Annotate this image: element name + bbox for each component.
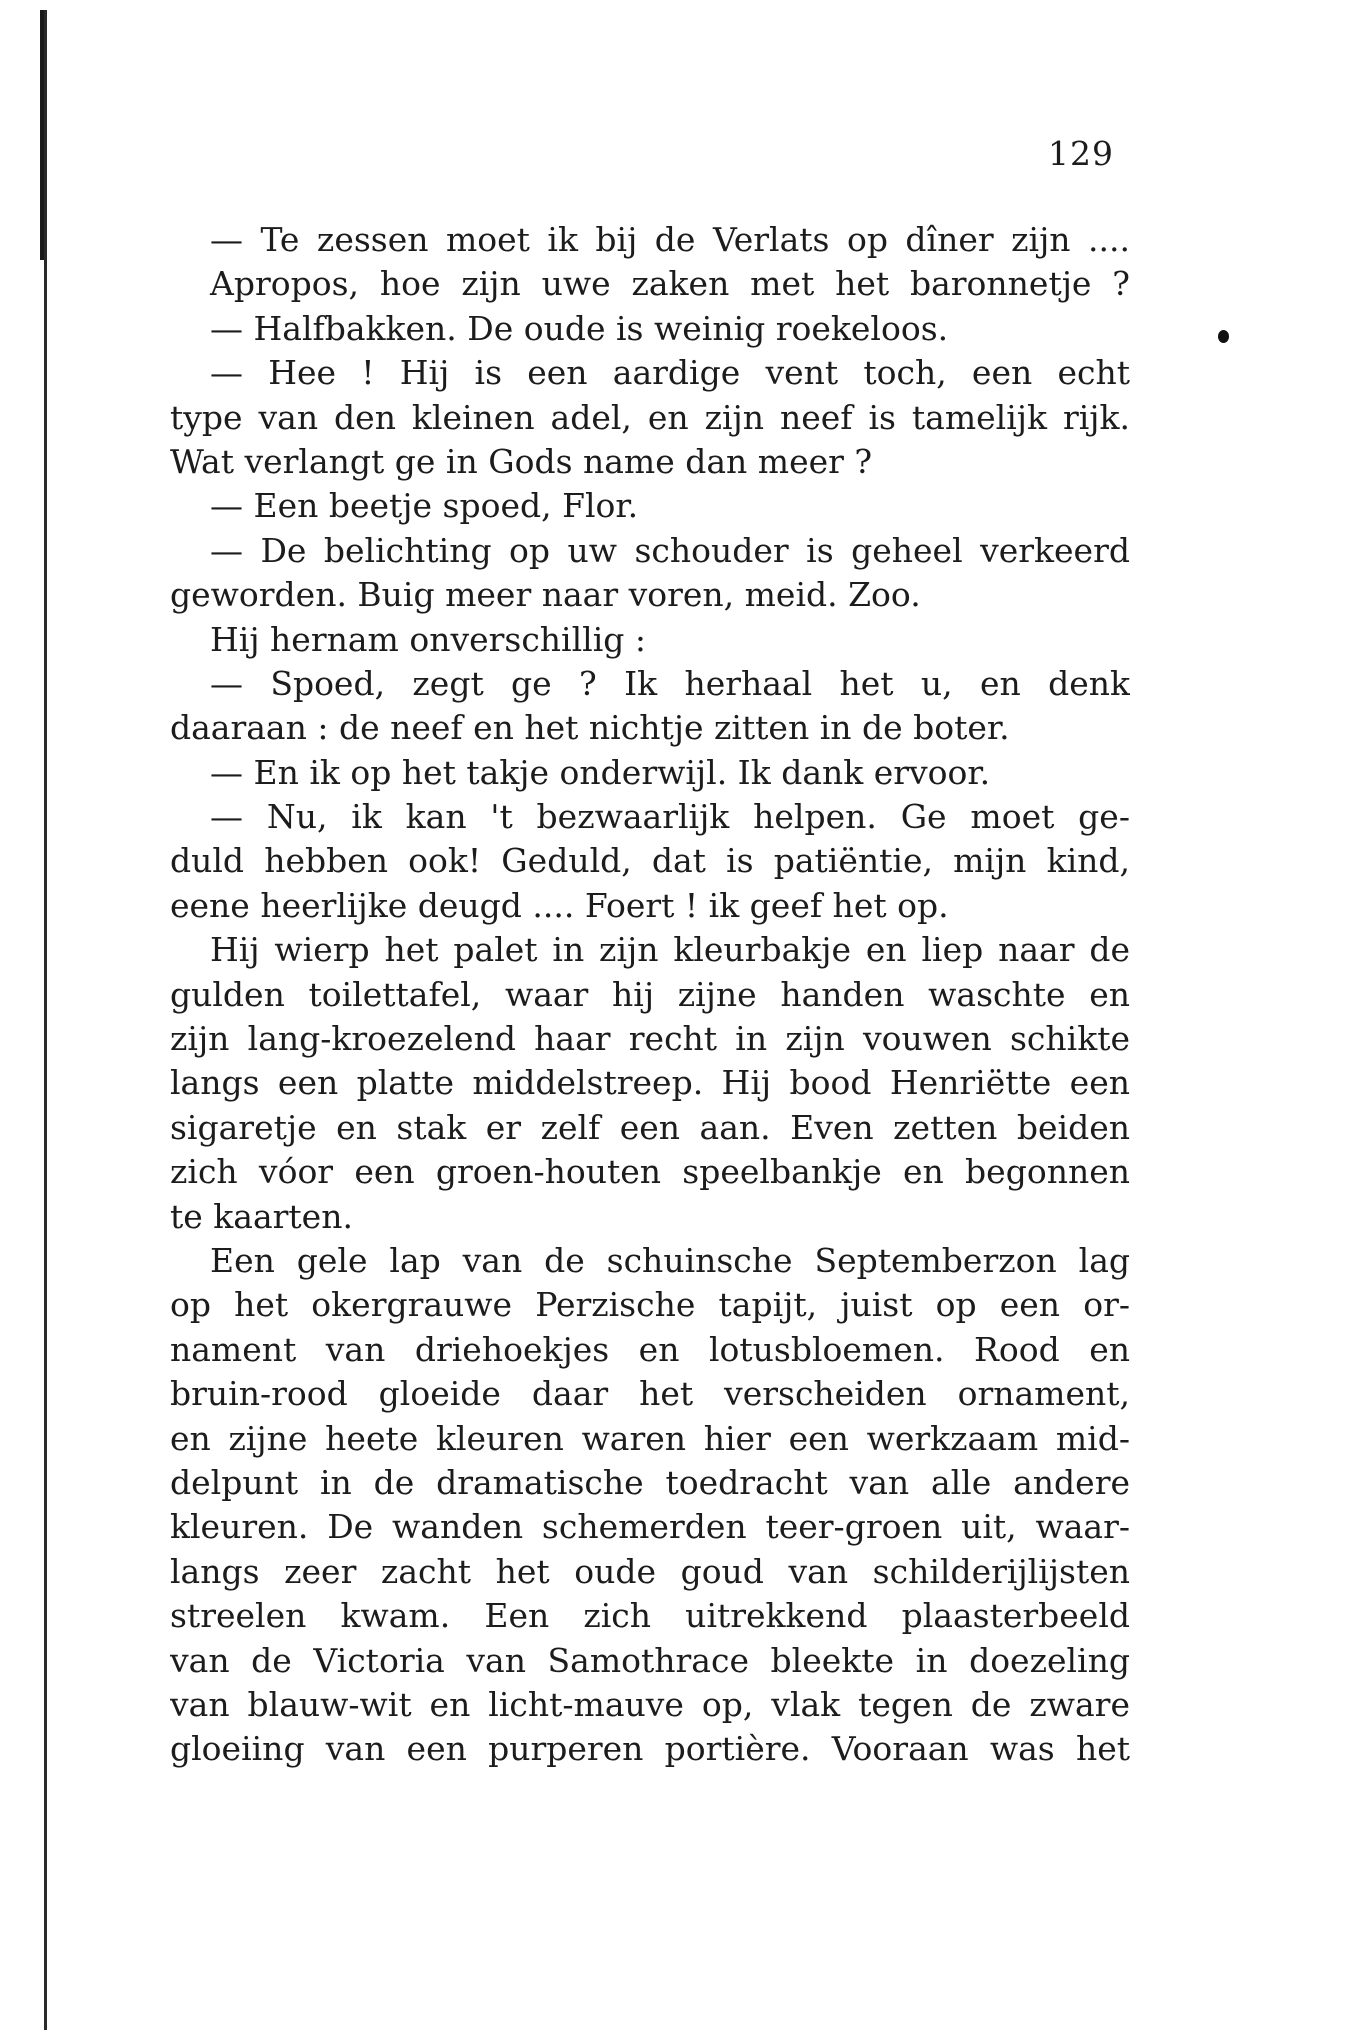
body-text [170,218,1130,1772]
text-line: daaraan : de neef en het nichtje zitten in de boter. [170,708,1010,748]
text-line: — Een beetje spoed, Flor. [210,486,639,526]
text-line: — Te zessen moet ik bij de Verlats op dîner zijn .... [210,220,1130,259]
text-line: kleuren. De wanden schemerden teer-groen uit, waar- [170,1507,1130,1547]
page-binding-edge [44,10,47,2030]
text-line: Apropos, hoe zijn uwe zaken met het baronnetje ? [210,264,1130,304]
text-line: gulden toilettafel, waar hij zijne handen waschte en [170,974,1130,1014]
text-line: sigaretje en stak er zelf een aan. Even zetten beiden [170,1107,1130,1147]
page-number: 129 [1048,134,1114,173]
text-line: te kaarten. [170,1196,353,1236]
text-line: gloeiing van een purperen portière. Vooraan was het [170,1729,1130,1769]
text-line: Wat verlangt ge in Gods name dan meer ? [170,441,873,481]
text-line: eene heerlijke deugd .... Foert ! ik geef het op. [170,885,949,925]
text-line: van de Victoria van Samothrace bleekte in doezeling [170,1640,1130,1680]
text-line: type van den kleinen adel, en zijn neef is tamelijk rijk. [170,397,1130,437]
text-line: delpunt in de dramatische toedracht van alle andere [170,1462,1130,1502]
text-line: bruin-rood gloeide daar het verscheiden ornament, [170,1374,1130,1414]
text-line: langs een platte middelstreep. Hij bood Henriëtte een [170,1063,1130,1103]
text-line: Een gele lap van de schuinsche Septemberzon lag [210,1240,1130,1280]
text-line: zijn lang-kroezelend haar recht in zijn vouwen schikte [170,1019,1130,1059]
text-line: — En ik op het takje onderwijl. Ik dank ervoor. [210,752,991,792]
text-line: — Spoed, zegt ge ? Ik herhaal het u, en denk [210,663,1130,703]
text-line: op het okergrauwe Perzische tapijt, juist op een or- [170,1285,1130,1325]
text-line: Hij wierp het palet in zijn kleurbakje en liep naar de [210,930,1130,970]
text-line: — Hee ! Hij is een aardige vent toch, een echt [210,353,1130,393]
text-line: streelen kwam. Een zich uitrekkend plaasterbeeld [170,1596,1130,1636]
text-line: — Nu, ik kan 't bezwaarlijk helpen. Ge moet ge- [210,797,1130,837]
text-line: en zijne heete kleuren waren hier een werkzaam mid- [170,1418,1130,1458]
text-line: duld hebben ook! Geduld, dat is patiëntie, mijn kind, [170,841,1130,881]
text-line: — De belichting op uw schouder is geheel verkeerd [210,530,1130,570]
ink-spot [1218,330,1229,343]
text-line: nament van driehoekjes en lotusbloemen. Rood en [170,1329,1130,1369]
text-line: — Halfbakken. De oude is weinig roekeloos. [210,308,949,348]
text-line: geworden. Buig meer naar voren, meid. Zoo. [170,575,921,615]
text-line: langs zeer zacht het oude goud van schilderijlijsten [170,1551,1130,1591]
text-line: zich vóor een groen-houten speelbankje en begonnen [170,1152,1130,1192]
text-line: van blauw-wit en licht-mauve op, vlak tegen de zware [170,1684,1130,1724]
text-line: Hij hernam onverschillig : [210,619,647,659]
